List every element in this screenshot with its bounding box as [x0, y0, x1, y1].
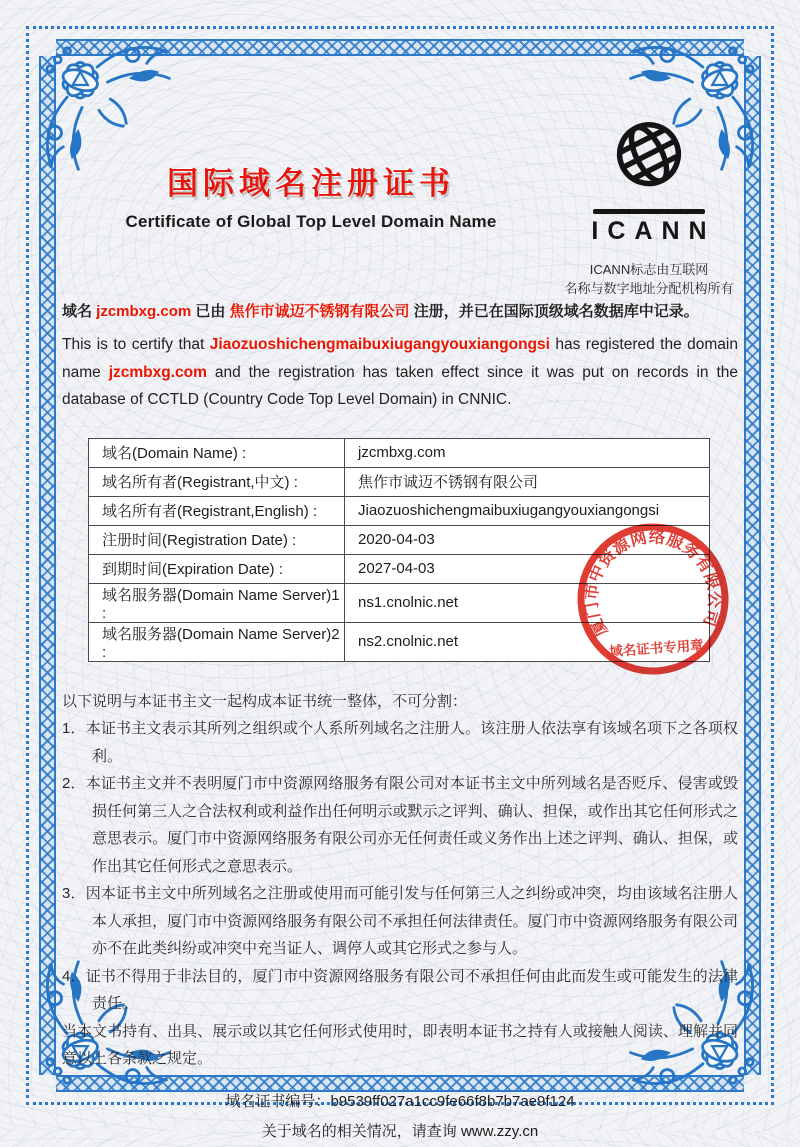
- statement-en-part2: has registered the domain name: [62, 336, 738, 381]
- certificate-title-cn: 国际域名注册证书: [167, 166, 455, 201]
- terms-intro: 以下说明与本证书主文一起构成本证书统一整体，不可分割：: [62, 692, 468, 710]
- row-label: 域名服务器(Domain Name Server)2 :: [89, 622, 345, 661]
- row-value: 焦作市诚迈不锈钢有限公司: [345, 467, 710, 496]
- header: [62, 92, 738, 300]
- query-info-line: 关于域名的相关情况，请查询 www.zzy.cn: [261, 1122, 539, 1140]
- stamp-seal-type: 域名证书专用章: [608, 637, 705, 660]
- registration-statement-cn: [62, 300, 738, 324]
- table-row: [89, 438, 710, 467]
- statement-cn-part2: 已由: [191, 303, 230, 320]
- icann-wordmark: ICANN: [591, 217, 716, 245]
- certificate-title-en: Certificate of Global Top Level Domain Name: [125, 212, 497, 231]
- table-row: [89, 467, 710, 496]
- row-label: 注册时间(Registration Date) :: [89, 525, 345, 554]
- statement-en-part1: This is to certify that: [62, 336, 210, 353]
- row-label: 域名所有者(Registrant,English) :: [89, 496, 345, 525]
- terms-clause-2: 2．本证书主文并不表明厦门市中资源网络服务有限公司对本证书主文中所列域名是否贬斥、侵害或毁损任何第三人之合法权利或利益作出任何明示或默示之评判、确认、担保，或作出其它任何形式之意思表示。厦门市中资源网络服务有限公司亦无任何责任或义务作出上述之评判、确认、担保，或作出其它任何形式之意思表示。: [62, 775, 738, 875]
- registrant-company-cn: 焦作市诚迈不锈钢有限公司: [229, 303, 410, 320]
- registration-statement-en: [62, 331, 738, 414]
- terms-clause-4: 4．证书不得用于非法目的，厦门市中资源网络服务有限公司不承担任何由此而发生或可能发生的法律责任。: [62, 967, 738, 1012]
- terms-section: [62, 688, 738, 1073]
- statement-cn-part3: 注册，并已在国际顶级域名数据库中记录。: [409, 303, 699, 320]
- frame-band-right: [744, 56, 761, 1075]
- domain-name-en: jzcmbxg.com: [108, 363, 207, 381]
- certificate-content: [62, 92, 738, 1147]
- row-label: 域名所有者(Registrant,中文) :: [89, 467, 345, 496]
- row-label: 域名服务器(Domain Name Server)1 :: [89, 583, 345, 622]
- icann-logo-block: [560, 92, 738, 298]
- terms-closing: 当本文书持有、出具、展示或以其它任何形式使用时，即表明本证书之持有人或接触人阅读、理解并同意以上各条款之规定。: [62, 1022, 738, 1067]
- domain-name-cn: jzcmbxg.com: [96, 303, 192, 320]
- terms-clause-1: 1．本证书主文表示其所列之组织或个人系所列域名之注册人。该注册人依法享有该域名项下之各项权利。: [62, 720, 738, 765]
- icann-attribution: [560, 260, 738, 298]
- certificate-number-value: b9539ff027a1cc9fe66f8b7b7ae9f124: [330, 1092, 575, 1110]
- terms-clause-3: 3．因本证书主文中所列域名之注册或使用而可能引发与任何第三人之纠纷或冲突，均由该域名注册人本人承担，厦门市中资源网络服务有限公司不承担任何法律责任。厦门市中资源网络服务有限公司亦不在此类纠纷或冲突中充当证人、调停人或其它形式之参与人。: [62, 885, 738, 957]
- certificate-number-label: 域名证书编号：: [225, 1092, 331, 1110]
- row-value: 2027-04-03: [345, 554, 710, 583]
- row-value: 2020-04-03: [345, 525, 710, 554]
- row-label: 到期时间(Expiration Date) :: [89, 554, 345, 583]
- statement-cn-part1: 域名: [62, 303, 97, 320]
- svg-text:厦门市中资源网络服务有限公司: [576, 521, 727, 641]
- stamp-company-name: 厦门市中资源网络服务有限公司: [582, 528, 724, 640]
- icann-attribution-line1: ICANN标志由互联网: [589, 262, 709, 277]
- row-value: ns1.cnolnic.net: [345, 583, 710, 622]
- row-label: 域名(Domain Name) :: [89, 438, 345, 467]
- icann-logo-underline: [593, 209, 705, 214]
- icann-globe-icon: [603, 112, 695, 200]
- company-seal-stamp: [564, 510, 741, 687]
- title-block: [62, 92, 560, 232]
- row-value: Jiaozuoshichengmaibuxiugangyouxiangongsi: [345, 496, 710, 525]
- footer: [62, 1087, 738, 1147]
- statement-en-part3: and the registration has taken effect since it was put on records in the database of CCTLD (Country Code Top Level Domain) in CNNIC.: [62, 363, 738, 408]
- icann-attribution-line2: 名称与数字地址分配机构所有: [564, 281, 734, 296]
- row-value: jzcmbxg.com: [345, 438, 710, 467]
- certificate-number-line: [62, 1087, 738, 1117]
- row-value: ns2.cnolnic.net: [345, 622, 710, 661]
- frame-band-left: [39, 56, 56, 1075]
- registrant-name-en: Jiaozuoshichengmaibuxiugangyouxiangongsi: [209, 336, 550, 353]
